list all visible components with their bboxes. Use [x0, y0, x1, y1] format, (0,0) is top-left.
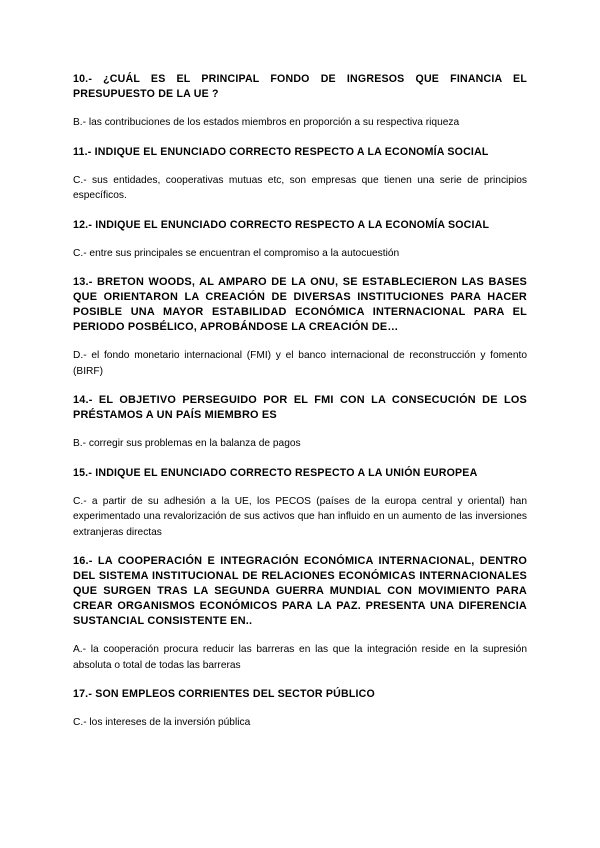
answer-14: B.- corregir sus problemas en la balanza de pagos	[73, 438, 301, 449]
answer-15: C.- a partir de su adhesión a la UE, los PECOS (países de la europa central y oriental) han experimentado una revalorización de sus activos que han influido en un aumento de las inversiones extranjeras directas	[73, 495, 527, 538]
answer-11: C.- sus entidades, cooperativas mutuas etc, son empresas que tienen una serie de principios específicos.	[73, 174, 527, 201]
question-14: 14.- EL OBJETIVO PERSEGUIDO POR EL FMI CON LA CONSECUCIÓN DE LOS PRÉSTAMOS A UN PAÍS MIEMBRO ES	[73, 394, 527, 421]
question-13: 13.- BRETON WOODS, AL AMPARO DE LA ONU, SE ESTABLECIERON LAS BASES QUE ORIENTARON LA CREACIÓN DE DIVERSAS INSTITUCIONES PARA HACER POSIBLE UNA MAYOR ESTABILIDAD ECONÓMICA INTERNACIONAL PARA EL PERIODO POSBÉLICO, APROBÁNDOSE LA CREACIÓN DE…	[73, 276, 527, 333]
answer-17: C.- los intereses de la inversión pública	[73, 717, 251, 728]
question-12: 12.- INDIQUE EL ENUNCIADO CORRECTO RESPECTO A LA ECONOMÍA SOCIAL	[73, 218, 490, 231]
question-15: 15.- INDIQUE EL ENUNCIADO CORRECTO RESPECTO A LA UNIÓN EUROPEA	[73, 466, 478, 479]
answer-10: B.- las contribuciones de los estados miembros en proporción a su respectiva riqueza	[73, 117, 460, 128]
answer-12: C.- entre sus principales se encuentran el compromiso a la autocuestión	[73, 247, 400, 259]
document-page	[73, 72, 527, 731]
answer-16: A.- la cooperación procura reducir las barreras en las que la integración reside en la supresión absoluta o total de todas las barreras	[73, 644, 527, 671]
question-16: 16.- LA COOPERACIÓN E INTEGRACIÓN ECONÓMICA INTERNACIONAL, DENTRO DEL SISTEMA INSTITUCIONAL DE RELACIONES ECONÓMICAS INTERNACIONALES QUE SURGEN TRAS LA SEGUNDA GUERRA MUNDIAL CON MOVIMIENTO PARA CREAR ORGANISMOS ECONÓMICOS PARA LA PAZ. PRESENTA UNA DIFERENCIA SUSTANCIAL CONSISTENTE EN..	[73, 555, 527, 627]
answer-13: D.- el fondo monetario internacional (FMI) y el banco internacional de reconstrucción y fomento (BIRF)	[73, 350, 527, 377]
question-10: 10.- ¿CUÁL ES EL PRINCIPAL FONDO DE INGRESOS QUE FINANCIA EL PRESUPUESTO DE LA UE ?	[73, 73, 527, 100]
question-11: 11.- INDIQUE EL ENUNCIADO CORRECTO RESPECTO A LA ECONOMÍA SOCIAL	[73, 145, 489, 158]
question-17: 17.- SON EMPLEOS CORRIENTES DEL SECTOR PÚBLICO	[73, 688, 375, 700]
